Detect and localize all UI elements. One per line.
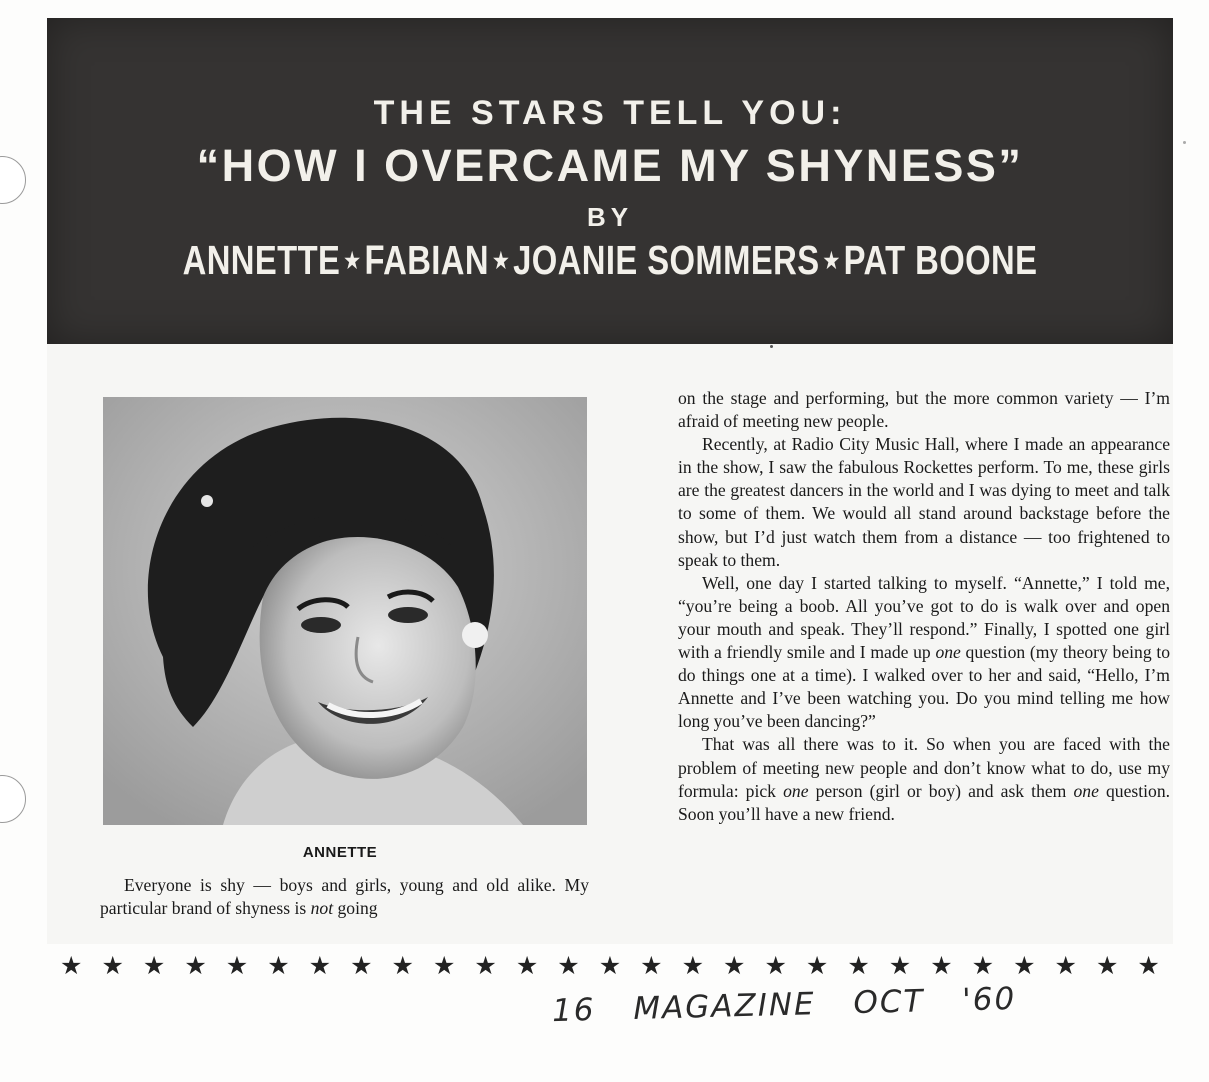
star-divider-icon: ★ bbox=[764, 950, 787, 980]
star-divider-icon: ★ bbox=[308, 950, 332, 980]
punch-hole-bottom bbox=[0, 775, 26, 823]
speck bbox=[1183, 141, 1186, 144]
star-divider-icon: ★ bbox=[640, 950, 663, 980]
star-divider-icon: ★ bbox=[1013, 950, 1036, 980]
paragraph-talking-to-myself: Well, one day I started talking to myself. “Annette,” I told me, “you’re being a boob. All you’ve got to do is walk over and open your mouth and speak. They’ll respond.” Finally, I spotted one girl with a friendly smile and I made up one question (my theory being to do things one at a time). I walked over to her and said, “Hello, I’m Annette and I’ve been watching you. Do you mind telling me how long you’ve been dancing?” bbox=[678, 572, 1171, 732]
star-divider-icon: ★ bbox=[1054, 950, 1077, 980]
author-annette: ANNETTE bbox=[182, 237, 341, 283]
headline-banner bbox=[47, 18, 1173, 344]
author-joanie-sommers: JOANIE SOMMERS bbox=[513, 237, 820, 283]
star-divider-icon: ★ bbox=[971, 950, 995, 980]
author-pat-boone: PAT BOONE bbox=[843, 237, 1038, 283]
annette-portrait-photo bbox=[103, 397, 587, 825]
star-divider-icon: ★ bbox=[184, 950, 207, 980]
paragraph-formula: That was all there was to it. So when you are faced with the problem of meeting new people and don’t know what to do, use my formula: pick one person (girl or boy) and ask them one question. Soon you’ll have a new friend. bbox=[678, 734, 1171, 824]
star-separator-icon: ★ bbox=[492, 248, 510, 273]
star-divider-icon: ★ bbox=[681, 950, 704, 980]
headline-by: BY bbox=[586, 202, 634, 232]
star-divider-icon: ★ bbox=[350, 950, 373, 980]
paragraph-continued: on the stage and performing, but the more common variety — I’m afraid of meeting new people. bbox=[678, 388, 1170, 432]
author-fabian: FABIAN bbox=[364, 237, 489, 283]
headline-kicker: THE STARS TELL YOU: bbox=[373, 94, 847, 132]
star-divider-icon: ★ bbox=[1137, 950, 1160, 980]
star-divider-icon: ★ bbox=[930, 950, 953, 980]
headline-title: “HOW I OVERCAME MY SHYNESS” bbox=[196, 140, 1024, 191]
star-divider-icon: ★ bbox=[888, 950, 912, 980]
star-divider-icon: ★ bbox=[142, 950, 166, 980]
photo-caption: ANNETTE bbox=[302, 844, 378, 861]
star-divider-icon: ★ bbox=[598, 950, 622, 980]
paragraph-intro: Everyone is shy — boys and girls, young and old alike. My particular brand of shyness is not going bbox=[100, 875, 589, 919]
article-column-left bbox=[100, 874, 589, 920]
article-column-right bbox=[678, 387, 1170, 826]
portrait-illustration bbox=[103, 397, 587, 825]
star-separator-icon: ★ bbox=[823, 248, 840, 273]
star-separator-icon: ★ bbox=[344, 248, 361, 273]
star-divider-row bbox=[60, 948, 1160, 982]
star-divider-icon: ★ bbox=[805, 950, 829, 980]
star-divider-icon: ★ bbox=[515, 950, 539, 980]
star-divider-icon: ★ bbox=[723, 950, 746, 980]
star-divider-icon: ★ bbox=[391, 950, 414, 980]
paragraph-radio-city: Recently, at Radio City Music Hall, where I made an appearance in the show, I saw the fabulous Rockettes perform. To me, these girls are the greatest dancers in the world and I was dying to meet and talk to some of them. We would all stand around backstage before the show, but I’d just watch them from a distance — too frightened to speak to them. bbox=[678, 434, 1170, 570]
punch-hole-top bbox=[0, 156, 26, 204]
star-divider-icon: ★ bbox=[225, 950, 249, 980]
star-divider-icon: ★ bbox=[267, 950, 290, 980]
handwritten-source-note: 16 MAGAZINE OCT '60 bbox=[551, 980, 1017, 1030]
star-divider-icon: ★ bbox=[847, 950, 870, 980]
star-divider-icon: ★ bbox=[557, 950, 580, 980]
headline-authors bbox=[160, 237, 1061, 284]
star-divider-icon: ★ bbox=[1095, 950, 1119, 980]
speck bbox=[770, 345, 773, 348]
star-divider-icon: ★ bbox=[101, 950, 124, 980]
star-divider-icon: ★ bbox=[474, 950, 497, 980]
star-divider-icon: ★ bbox=[432, 950, 456, 980]
star-divider-icon: ★ bbox=[60, 950, 83, 980]
